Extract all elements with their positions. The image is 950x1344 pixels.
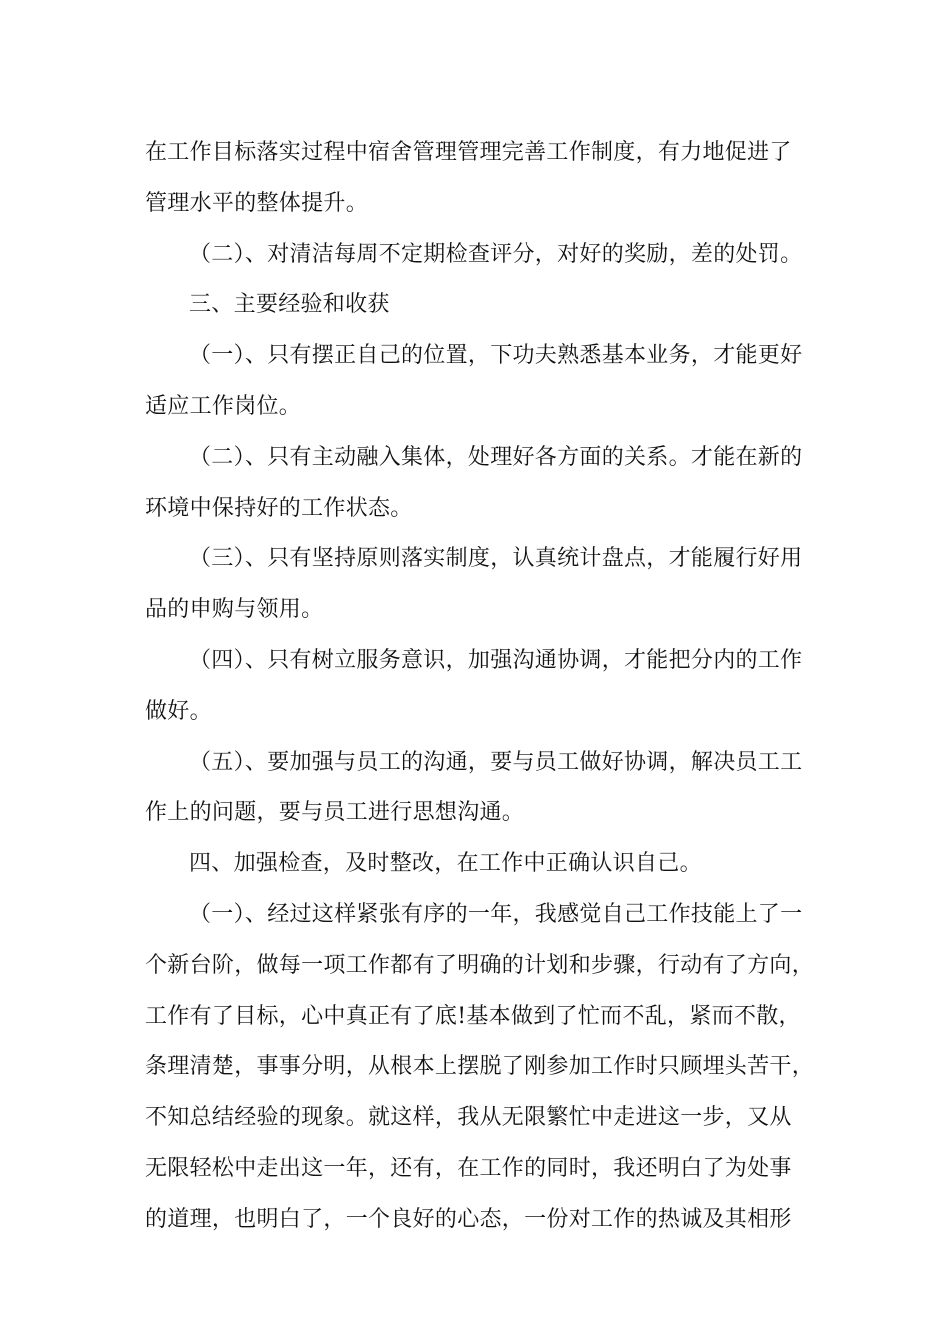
body-line: 不知总结经验的现象。就这样，我从无限繁忙中走进这一步，又从: [145, 1105, 792, 1131]
document-body: [145, 128, 815, 1246]
body-line: （四）、只有树立服务意识，加强沟通协调，才能把分内的工作: [189, 647, 803, 673]
body-line: 在工作目标落实过程中宿舍管理管理完善工作制度，有力地促进了: [145, 140, 792, 165]
body-line: 无限轻松中走出这一年，还有，在工作的同时，我还明白了为处事: [145, 1155, 792, 1181]
body-line: 条理清楚，事事分明，从根本上摆脱了刚参加工作时只顾埋头苦干，: [145, 1054, 815, 1080]
body-line: （二）、对清洁每周不定期检查评分，对好的奖励，差的处罚。: [189, 241, 803, 267]
body-line: 作上的问题，要与员工进行思想沟通。: [145, 800, 525, 826]
section-heading: 三、主要经验和收获: [189, 292, 390, 318]
body-line: （三）、只有坚持原则落实制度，认真统计盘点，才能履行好用: [189, 546, 803, 572]
body-line: 管理水平的整体提升。: [145, 190, 369, 216]
body-line: 做好。: [145, 698, 212, 724]
body-line: 适应工作岗位。: [145, 393, 302, 419]
body-line: （一）、只有摆正自己的位置，下功夫熟悉基本业务，才能更好: [189, 343, 803, 369]
body-line: 品的申购与领用。: [145, 597, 324, 623]
body-line: （五）、要加强与员工的沟通，要与员工做好协调，解决员工工: [189, 749, 803, 775]
section-heading: 四、加强检查，及时整改，在工作中正确认识自己。: [189, 851, 702, 877]
body-line: 工作有了目标，心中真正有了底!基本做到了忙而不乱，紧而不散，: [145, 1003, 801, 1029]
body-line: （一）、经过这样紧张有序的一年，我感觉自己工作技能上了一: [189, 901, 803, 927]
body-line: 的道理，也明白了，一个良好的心态，一份对工作的热诚及其相形: [145, 1206, 792, 1232]
body-line: 个新台阶，做每一项工作都有了明确的计划和步骤，行动有了方向，: [145, 952, 815, 978]
body-line: 环境中保持好的工作状态。: [145, 495, 413, 521]
body-line: （二）、只有主动融入集体，处理好各方面的关系。才能在新的: [189, 444, 803, 470]
